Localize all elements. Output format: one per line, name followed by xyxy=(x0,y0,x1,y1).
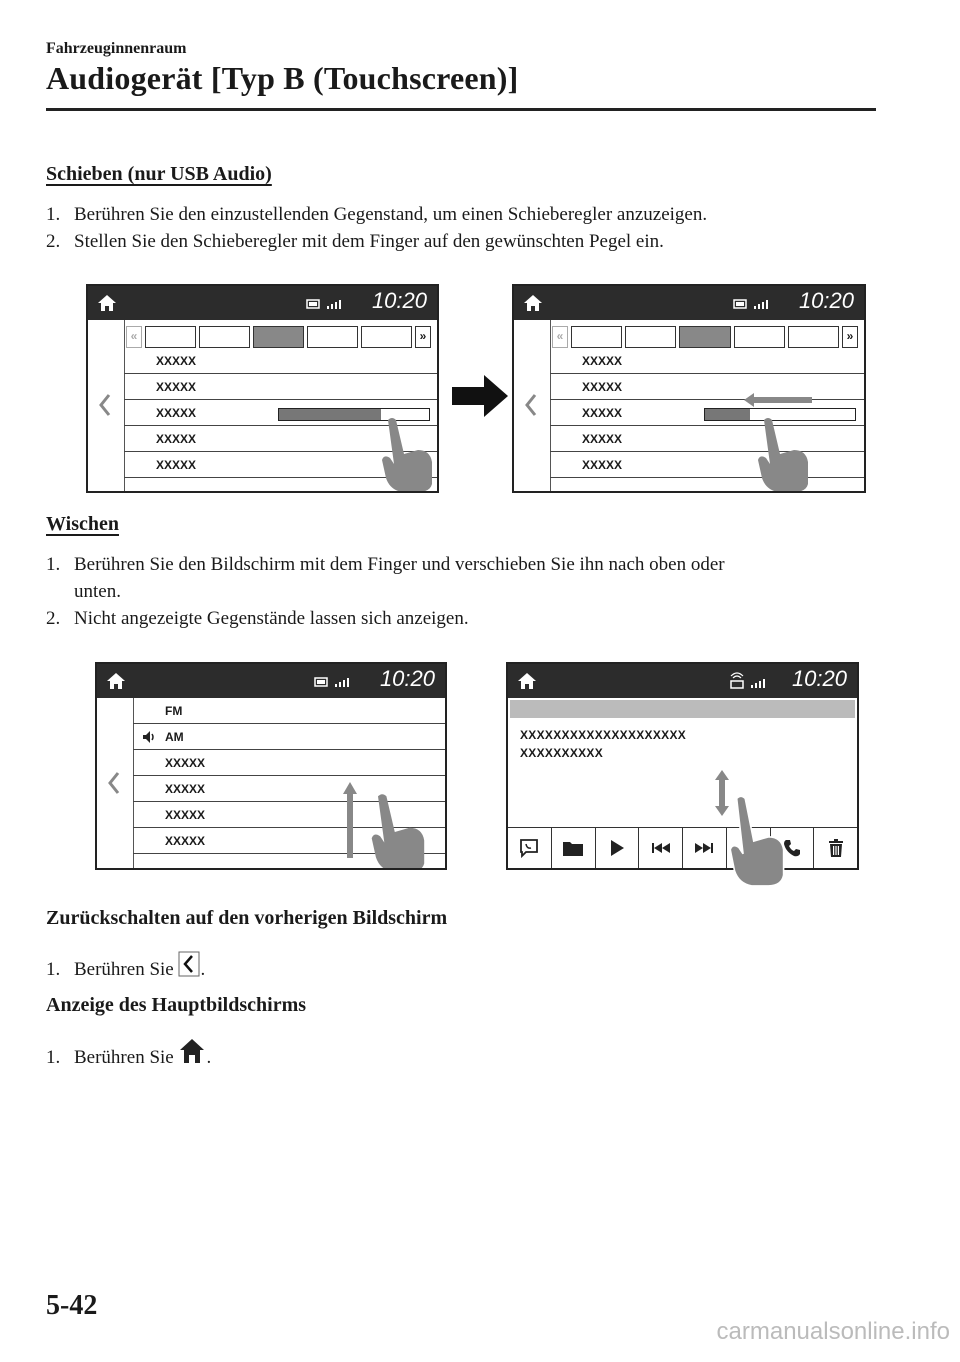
swipe-step-1-cont: unten. xyxy=(74,581,121,602)
home-icon xyxy=(178,1037,206,1065)
footer-watermark: carmanualsonline.info xyxy=(716,1318,950,1345)
track-bar xyxy=(510,700,855,718)
folder-button[interactable] xyxy=(552,828,596,868)
finger-icon xyxy=(367,790,431,870)
step-number: 1. xyxy=(46,1047,61,1068)
home-icon[interactable] xyxy=(522,292,544,314)
screen-top-bar xyxy=(514,286,864,320)
swipe-step-2 xyxy=(46,605,469,632)
back-chevron-icon[interactable] xyxy=(106,770,122,796)
step-text: Nicht angezeigte Gegenstände lassen sich anzeigen. xyxy=(74,608,469,629)
finger-icon xyxy=(726,792,790,888)
tab-strip xyxy=(126,326,431,348)
player-controls xyxy=(508,827,857,868)
tab[interactable] xyxy=(571,326,622,348)
home-icon[interactable] xyxy=(96,292,118,314)
transition-arrow-icon xyxy=(452,373,508,419)
screen-player xyxy=(506,662,859,870)
tab-strip xyxy=(552,326,858,348)
screen-top-bar xyxy=(88,286,437,320)
clock: 10:20 xyxy=(379,666,435,691)
step-number: 1. xyxy=(46,204,61,225)
play-icon xyxy=(609,839,625,857)
screen-top-bar xyxy=(508,664,857,698)
left-column xyxy=(97,698,134,868)
slide-step-2 xyxy=(46,228,664,255)
list-item[interactable]: XXXXX xyxy=(124,348,437,374)
list-item[interactable]: XXXXX xyxy=(550,426,864,452)
slider-fill xyxy=(279,409,381,420)
home-heading: Anzeige des Hauptbildschirms xyxy=(46,994,307,1016)
speaker-icon xyxy=(141,729,157,745)
swipe-step-1 xyxy=(46,551,866,578)
screen-radio-list xyxy=(95,662,447,870)
step-end: . xyxy=(206,1047,212,1068)
back-heading: Zurückschalten auf den vorherigen Bildschirm xyxy=(46,907,448,929)
signal-icon xyxy=(305,298,365,310)
step-end: . xyxy=(200,959,206,980)
play-button[interactable] xyxy=(596,828,640,868)
home-step-1 xyxy=(46,1037,211,1071)
clock: 10:20 xyxy=(798,288,854,313)
tab-scroll-right[interactable]: » xyxy=(415,326,431,348)
trash-icon xyxy=(828,838,844,858)
track-title: XXXXXXXXXXXXXXXXXXXX xyxy=(520,728,687,742)
folder-icon xyxy=(562,839,584,857)
tab[interactable] xyxy=(734,326,785,348)
track-artist: XXXXXXXXXX xyxy=(520,746,604,760)
step-text: Berühren Sie xyxy=(74,959,174,980)
section-label: Fahrzeuginnenraum xyxy=(46,40,187,57)
slide-left-arrow-icon xyxy=(744,390,814,410)
screen-top-bar xyxy=(97,664,445,698)
list-item[interactable]: XXXXX xyxy=(124,452,437,478)
wifi-icon xyxy=(725,670,785,690)
screen-slider-before xyxy=(86,284,439,493)
back-chevron-icon xyxy=(178,951,200,977)
tab[interactable] xyxy=(625,326,676,348)
step-number: 1. xyxy=(46,959,61,980)
scroll-up-arrow-icon xyxy=(343,782,357,858)
chat-button[interactable] xyxy=(508,828,552,868)
swipe-heading: Wischen xyxy=(46,513,119,535)
back-chevron-icon[interactable] xyxy=(97,392,113,418)
list-item[interactable]: XXXXX xyxy=(133,776,445,802)
trash-button[interactable] xyxy=(814,828,857,868)
next-icon xyxy=(694,842,714,854)
step-text: Berühren Sie den Bildschirm mit dem Finger und verschieben Sie ihn nach oben oder xyxy=(74,554,725,575)
step-number: 2. xyxy=(46,231,61,252)
back-chevron-icon[interactable] xyxy=(523,392,539,418)
tab-selected[interactable] xyxy=(679,326,730,348)
title-divider xyxy=(46,108,876,111)
tab-scroll-left[interactable]: « xyxy=(126,326,142,348)
finger-icon xyxy=(754,414,814,493)
tab[interactable] xyxy=(307,326,358,348)
list-item[interactable]: AM xyxy=(133,724,445,750)
list-item[interactable]: XXXXX xyxy=(124,374,437,400)
page-title: Audiogerät [Typ B (Touchscreen)] xyxy=(46,60,519,96)
left-column xyxy=(514,320,551,491)
slide-step-1 xyxy=(46,201,707,228)
left-column xyxy=(88,320,125,491)
previous-button[interactable] xyxy=(639,828,683,868)
step-text: Stellen Sie den Schieberegler mit dem Finger auf den gewünschten Pegel ein. xyxy=(74,231,664,252)
list-item[interactable]: XXXXX xyxy=(550,348,864,374)
step-text: Berühren Sie den einzustellenden Gegenstand, um einen Schieberegler anzuzeigen. xyxy=(74,204,708,225)
previous-icon xyxy=(651,842,671,854)
tab[interactable] xyxy=(361,326,412,348)
step-number: 1. xyxy=(46,554,61,575)
tab-scroll-left[interactable]: « xyxy=(552,326,568,348)
tab[interactable] xyxy=(199,326,250,348)
list-item[interactable]: FM xyxy=(133,698,445,724)
clock: 10:20 xyxy=(371,288,427,313)
clock: 10:20 xyxy=(791,666,847,691)
step-text: Berühren Sie xyxy=(74,1047,174,1068)
list-item[interactable]: XXXXX xyxy=(550,400,864,426)
list-item[interactable]: XXXXX xyxy=(124,400,437,426)
list-item[interactable]: XXXXX xyxy=(124,426,437,452)
back-step-1 xyxy=(46,951,205,983)
slider-fill xyxy=(705,409,750,420)
tab[interactable] xyxy=(145,326,196,348)
signal-icon xyxy=(313,676,373,688)
next-button[interactable] xyxy=(683,828,727,868)
chat-icon xyxy=(518,837,540,859)
list-item[interactable]: XXXXX xyxy=(133,802,445,828)
list-item[interactable]: XXXXX xyxy=(550,452,864,478)
tab-selected[interactable] xyxy=(253,326,304,348)
step-number: 2. xyxy=(46,608,61,629)
slide-heading: Schieben (nur USB Audio) xyxy=(46,163,272,185)
home-icon[interactable] xyxy=(516,670,538,692)
list-item[interactable]: XXXXX xyxy=(133,750,445,776)
page-number: 5-42 xyxy=(46,1290,98,1321)
tab[interactable] xyxy=(788,326,839,348)
finger-icon xyxy=(378,414,438,493)
signal-icon xyxy=(732,298,792,310)
list-item[interactable]: XXXXX xyxy=(133,828,445,854)
screen-slider-after xyxy=(512,284,866,493)
home-icon[interactable] xyxy=(105,670,127,692)
list-item[interactable]: XXXXX xyxy=(550,374,864,400)
tab-scroll-right[interactable]: » xyxy=(842,326,858,348)
